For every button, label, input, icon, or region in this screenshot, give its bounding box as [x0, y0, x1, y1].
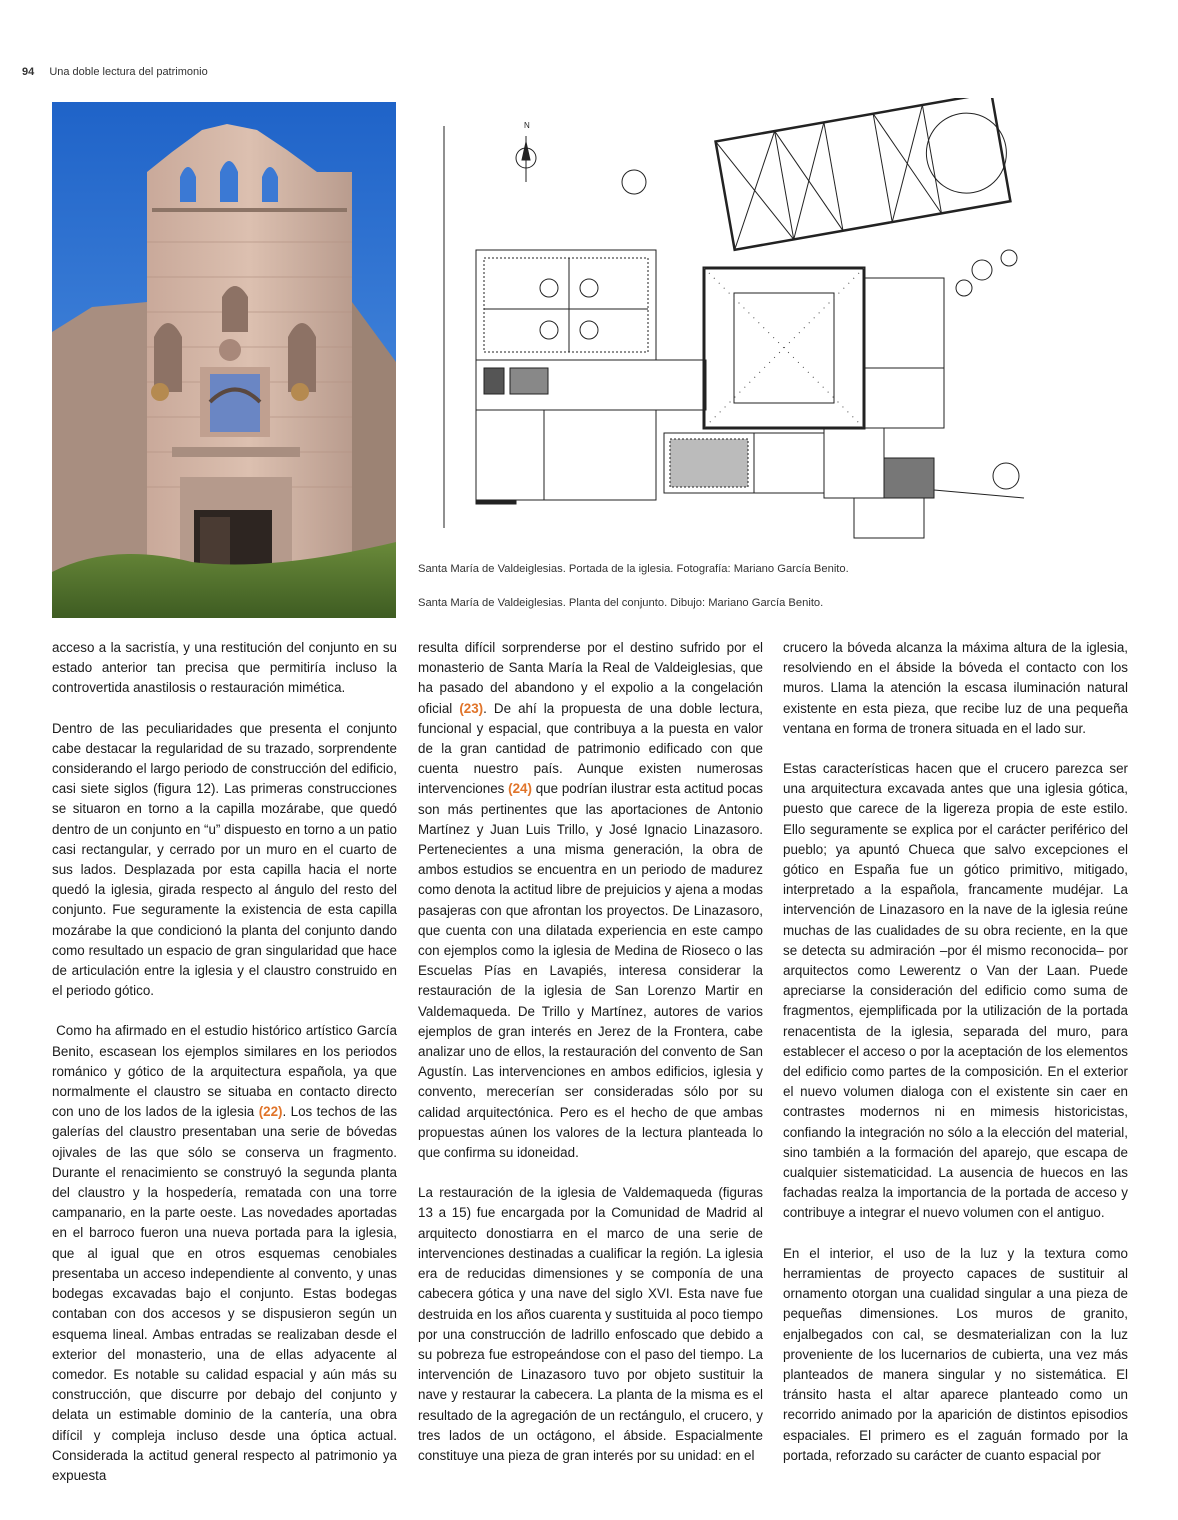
paragraph: La restauración de la iglesia de Valdemaqueda (figuras 13 a 15) fue encargada por la Comunidad de Madrid al arquitecto donostiarra en el marco de una serie de intervenciones destinadas a cualificar la región. La iglesia era de reducidas dimensiones y se componía de una cabecera gótica y una nave del siglo XVI. Esta nave fue destruida en los años cuarenta y sustituida al poco tiempo por una construcción de ladrillo enfoscado que debido a su pobreza fue estropeándose con el paso del tiempo. La intervención de Linazasoro tuvo por objeto sustituir la nave y restaurar la cabecera. La planta de la misma es el resultado de la agregación de un rectángulo, el crucero, y tres lados de un octágono, el ábside. Espacialmente constituye una pieza de gran interés por su unidad: en el: [418, 1185, 763, 1463]
paragraph-text: resulta difícil sorprenderse por el destino sufrido por el monasterio de Santa María la Real de Valdeiglesias, que ha pasado del abandono y el expolio a la congelación oficial: [418, 640, 763, 716]
paragraph: [52, 1021, 397, 1486]
text-column-2: [418, 638, 763, 1486]
running-header: [22, 66, 208, 78]
text-column-3: [783, 638, 1128, 1486]
footnote-ref-22[interactable]: (22): [258, 1104, 283, 1120]
paragraph: [418, 638, 763, 1163]
monastery-site-plan: [424, 98, 1026, 544]
text-column-1: [52, 638, 397, 1506]
north-label: N: [524, 121, 530, 130]
paragraph-text: . De ahí la propuesta de una doble lectura, funcional y espacial, que contribuya a la puesta en valor de la gran cantidad de patrimonio edificado con que cuenta nuestro país. Aunque existen numerosas intervenciones: [418, 700, 763, 797]
paragraph-text: que podrían ilustrar esta actitud pocas son más pertinentes que las aportaciones de Antonio Martínez y Juan Luis Trillo, y José Ignacio Linazasoro. Pertenecientes a una misma generación, la obra de ambos estudios se encuentra en un periodo de madurez como denota la actitud libre de prejuicios y ajena a modas pasajeras con que afrontan los proyectos. De Linazasoro, que cuenta con una dilatada experiencia en este campo con ejemplos como la iglesia de Medina de Rioseco o las Escuelas Pías en Lavapiés, interesa considerar la restauración de la iglesia de San Lorenzo Martir en Valdemaqueda. De Trillo y Martínez, autores de varios ejemplos de gran interés en Jerez de la Frontera, cabe analizar uno de ellos, la restauración del convento de San Agustín. Las intervenciones en ambos edificios, iglesia y convento, merecerían ser consideradas sólo por su calidad arquitectónica. Pero es el hecho de que ambas propuestas aúnen los valores de la lectura planteada lo que confirma su idoneidad.: [418, 781, 763, 1161]
page-number: 94: [22, 66, 35, 78]
plan-caption: Santa María de Valdeiglesias. Planta del conjunto. Dibujo: Mariano García Benito.: [418, 597, 824, 609]
paragraph: En el interior, el uso de la luz y la textura como herramientas de proyecto capaces de sustituir al ornamento otorgan una cualidad singular a una pieza de pequeñas dimensiones. Los muros de granito, enjalbegados con cal, se desmaterializan con la luz proveniente de los lucernarios de cubierta, una vez más planteados de manera singular y no sistemática. El tránsito hasta el altar aparece planteado como un recorrido animado por la aparición de distintos episodios espaciales. El primero es el zaguán formado por la portada, reforzado su carácter de cuanto espacial por: [783, 1245, 1128, 1463]
paragraph: crucero la bóveda alcanza la máxima altura de la iglesia, resolviendo en el ábside la bóveda el contacto con los muros. Llama la atención la escasa iluminación natural existente en esta pieza, que recibe luz de una pequeña ventana en forma de tronera situada en el lado sur.: [783, 640, 1128, 736]
paragraph: Dentro de las peculiaridades que presenta el conjunto cabe destacar la regularidad de su trazado, sorprendente considerando el largo periodo de construcción del edificio, casi siete siglos (figura 12). Las primeras construcciones se situaron en torno a la capilla mozárabe, que quedó dentro de un conjunto en “u” dispuesto en torno a un patio casi rectangular, y cerrado por un muro en el cuarto de sus lados. Desplazada por esta capilla hacia el norte quedó la iglesia, girada respecto al ángulo del resto del conjunto. Fue seguramente la existencia de esta capilla mozárabe la que condicionó la planta del conjunto dando como resultado un espacio de gran singularidad que hace de articulación entre la iglesia y el claustro construido en el periodo gótico.: [52, 720, 397, 999]
paragraph: Estas características hacen que el crucero parezca ser una arquitectura excavada antes que una iglesia gótica, puesto que carece de la ligereza propia de este estilo. Ello seguramente se explica por el carácter periférico del pueblo; ya apuntó Chueca que salvo excepciones el gótico en España fue un gótico primitivo, mitigado, interpretado a la española, francamente mudéjar. La intervención de Linazasoro en la nave de la iglesia reúne muchas de las cualidades de su obra reciente, en la que se detecta su admiración –por él mismo reconocida– por arquitectos como Lewerentz o Van der Laan. Puede apreciarse la consideración del edificio como suma de fragmentos, ejemplificada por la utilización de la portada renacentista de la iglesia, separada del muro, para establecer el acceso o por la aceptación de los elementos del edificio como partes de la composición. En el exterior el nuevo volumen dialoga con el existente sin caer en contrastes modernos ni en mimesis historicistas, confiando la integración no sólo a la elección del material, sino también a la formación del aparejo, que escapa de cualquier sistematicidad. La ausencia de huecos en las fachadas realza la importancia de la portada de acceso y contribuye a integrar el nuevo volumen con el antiguo.: [783, 761, 1128, 1221]
paragraph-text: Como ha afirmado en el estudio histórico artístico García Benito, escasean los ejemplos similares en los periodos románico y gótico de la arquitectura española, ya que normalmente el claustro se situaba en contacto directo con uno de los lados de la iglesia: [52, 1023, 397, 1120]
running-title: Una doble lectura del patrimonio: [49, 66, 208, 78]
paragraph: acceso a la sacristía, y una restitución del conjunto en su estado anterior tan precisa que permitiría incluso la controvertida anastilosis o restauración mimética.: [52, 640, 397, 696]
church-portal-photo: [52, 102, 396, 618]
photo-caption: Santa María de Valdeiglesias. Portada de la iglesia. Fotografía: Mariano García Benito.: [418, 563, 849, 575]
paragraph-text: . Los techos de las galerías del claustro presentaban una serie de bóvedas ojivales de las que sólo se conserva un fragmento. Durante el renacimiento se construyó la segunda planta del claustro y la hospedería, rematada con una torre campanario, en la parte oeste. Las novedades aportadas en el barroco fueron una nueva portada para la iglesia, que al igual que en otros esquemas cenobiales presentaba un acceso independiente al convento, y unas bodegas excavadas bajo el conjunto. Estas bodegas contaban con dos accesos y se dispusieron según un esquema lineal. Ambas entradas se realizaban desde el exterior del monasterio, una de ellas adyacente al comedor. Es notable su calidad espacial y aún más su construcción, que discurre por debajo del conjunto y delata un estimable dominio de la cantería, una obra difícil y compleja incluso desde una óptica actual. Considerada la actitud general respecto al patrimonio ya expuesta: [52, 1104, 398, 1483]
footnote-ref-24[interactable]: (24): [508, 781, 532, 797]
footnote-ref-23[interactable]: (23): [459, 700, 484, 716]
